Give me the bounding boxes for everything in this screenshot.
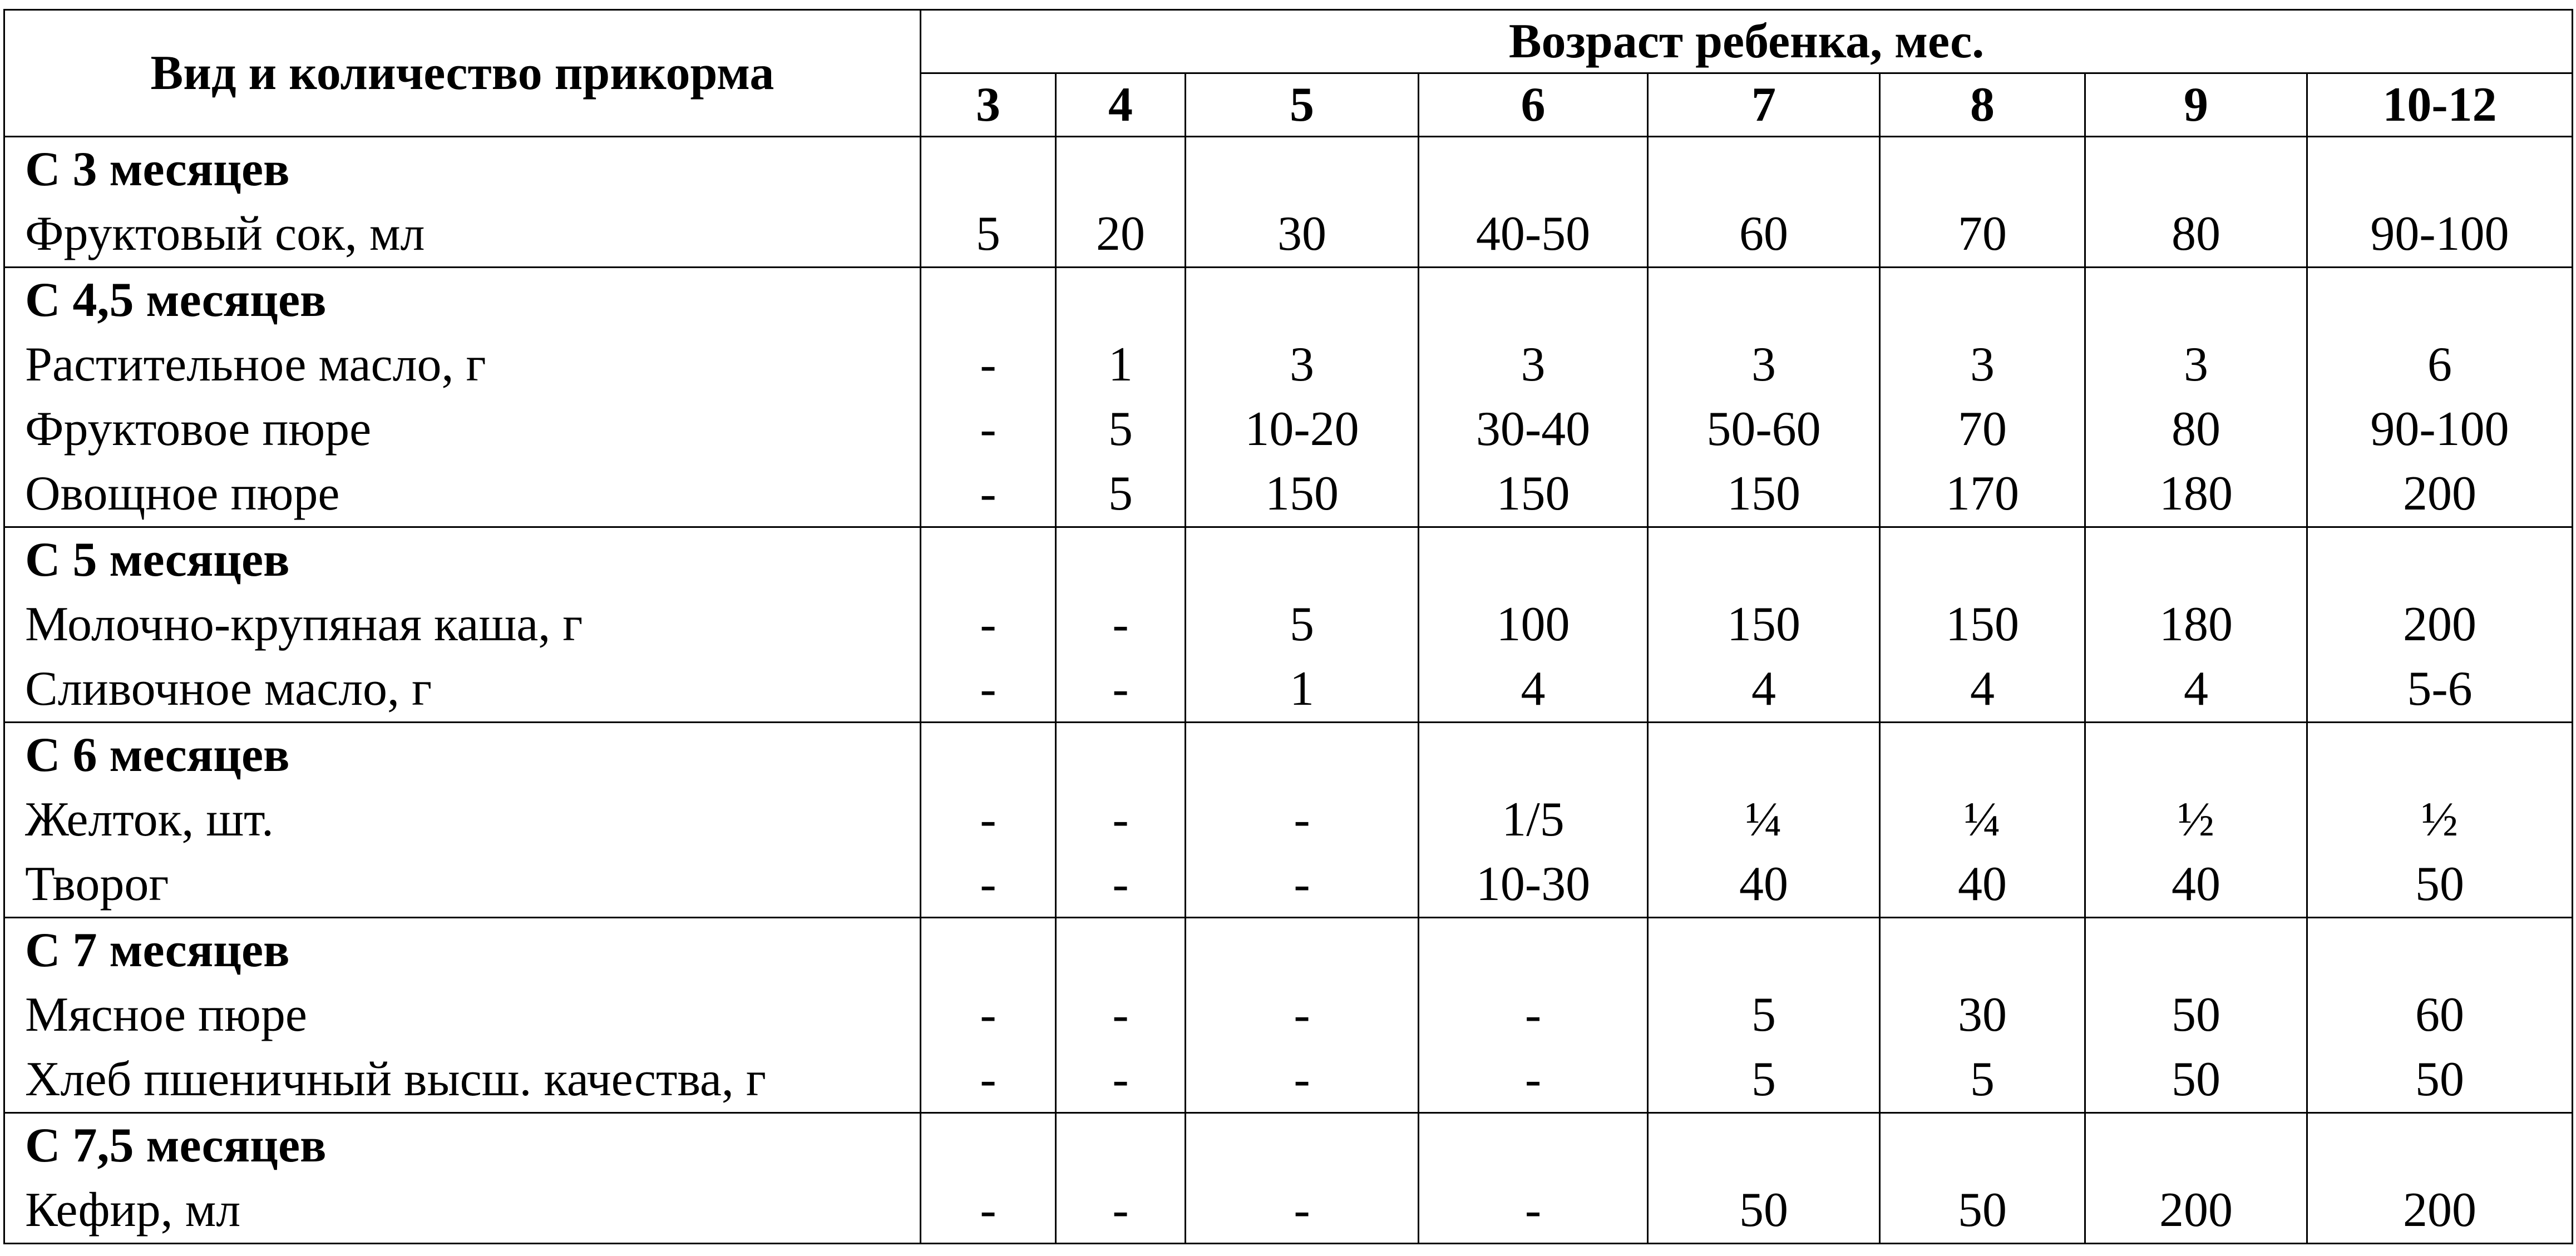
- amount-cell: 5: [1056, 462, 1186, 527]
- empty-cell: [1880, 527, 2085, 593]
- amount-cell: ½: [2307, 788, 2573, 852]
- food-name: Кефир, мл: [4, 1178, 921, 1244]
- amount-cell: 50: [1880, 1178, 2085, 1244]
- amount-cell: 4: [1648, 657, 1880, 723]
- table-row: [4, 1047, 2573, 1113]
- amount-cell: 50-60: [1648, 397, 1880, 462]
- table-row: [4, 983, 2573, 1047]
- age-column-header: 6: [1419, 73, 1648, 137]
- empty-cell: [1186, 723, 1419, 788]
- amount-cell: 5: [1648, 1047, 1880, 1113]
- amount-cell: -: [1186, 1178, 1419, 1244]
- group-header-row: [4, 1113, 2573, 1179]
- group-header-row: [4, 137, 2573, 202]
- amount-cell: 80: [2085, 397, 2307, 462]
- amount-cell: 3: [1648, 333, 1880, 397]
- age-column-header: 5: [1186, 73, 1419, 137]
- empty-cell: [921, 918, 1056, 983]
- empty-cell: [1186, 918, 1419, 983]
- table-row: [4, 852, 2573, 918]
- empty-cell: [2307, 1113, 2573, 1179]
- empty-cell: [1419, 918, 1648, 983]
- food-name: Мясное пюре: [4, 983, 921, 1047]
- food-name: Молочно-крупяная каша, г: [4, 592, 921, 657]
- amount-cell: -: [921, 592, 1056, 657]
- amount-cell: 10-20: [1186, 397, 1419, 462]
- empty-cell: [1648, 137, 1880, 202]
- amount-cell: 4: [1880, 657, 2085, 723]
- group-title: С 6 месяцев: [4, 723, 921, 788]
- group-title: С 7,5 месяцев: [4, 1113, 921, 1179]
- amount-cell: -: [1056, 788, 1186, 852]
- empty-cell: [1648, 268, 1880, 333]
- amount-cell: 5: [1880, 1047, 2085, 1113]
- food-name: Сливочное масло, г: [4, 657, 921, 723]
- age-column-header: 8: [1880, 73, 2085, 137]
- table-row: [4, 202, 2573, 268]
- food-name: Фруктовое пюре: [4, 397, 921, 462]
- amount-cell: 50: [2307, 852, 2573, 918]
- amount-cell: 3: [1880, 333, 2085, 397]
- amount-cell: ¼: [1880, 788, 2085, 852]
- amount-cell: 5: [921, 202, 1056, 268]
- food-name: Хлеб пшеничный высш. качества, г: [4, 1047, 921, 1113]
- amount-cell: 5: [1186, 592, 1419, 657]
- amount-cell: 70: [1880, 202, 2085, 268]
- empty-cell: [1880, 918, 2085, 983]
- age-column-header: 10-12: [2307, 73, 2573, 137]
- empty-cell: [1880, 723, 2085, 788]
- table-row: [4, 1178, 2573, 1244]
- amount-cell: 30: [1186, 202, 1419, 268]
- empty-cell: [2307, 527, 2573, 593]
- amount-cell: 50: [1648, 1178, 1880, 1244]
- amount-cell: 3: [2085, 333, 2307, 397]
- empty-cell: [1419, 1113, 1648, 1179]
- empty-cell: [2307, 137, 2573, 202]
- amount-cell: 40-50: [1419, 202, 1648, 268]
- group-header-row: [4, 723, 2573, 788]
- table-row: [4, 333, 2573, 397]
- amount-cell: -: [1186, 788, 1419, 852]
- amount-cell: 180: [2085, 462, 2307, 527]
- amount-cell: 70: [1880, 397, 2085, 462]
- amount-cell: 1: [1186, 657, 1419, 723]
- feeding-schedule-table: [3, 9, 2573, 1244]
- amount-cell: 5-6: [2307, 657, 2573, 723]
- amount-cell: -: [1056, 983, 1186, 1047]
- amount-cell: 80: [2085, 202, 2307, 268]
- empty-cell: [921, 527, 1056, 593]
- group-header-row: [4, 918, 2573, 983]
- amount-cell: -: [921, 333, 1056, 397]
- amount-cell: 170: [1880, 462, 2085, 527]
- age-column-header: 3: [921, 73, 1056, 137]
- amount-cell: 4: [2085, 657, 2307, 723]
- amount-cell: -: [921, 1047, 1056, 1113]
- empty-cell: [1419, 527, 1648, 593]
- empty-cell: [2307, 723, 2573, 788]
- food-name: Фруктовый сок, мл: [4, 202, 921, 268]
- empty-cell: [1186, 1113, 1419, 1179]
- empty-cell: [2085, 268, 2307, 333]
- amount-cell: 200: [2085, 1178, 2307, 1244]
- empty-cell: [1880, 137, 2085, 202]
- empty-cell: [1880, 1113, 2085, 1179]
- amount-cell: ¼: [1648, 788, 1880, 852]
- amount-cell: -: [921, 983, 1056, 1047]
- table-row: [4, 592, 2573, 657]
- age-column-header: 7: [1648, 73, 1880, 137]
- amount-cell: 6: [2307, 333, 2573, 397]
- empty-cell: [2307, 918, 2573, 983]
- empty-cell: [2085, 137, 2307, 202]
- empty-cell: [921, 1113, 1056, 1179]
- empty-cell: [1648, 723, 1880, 788]
- amount-cell: 50: [2085, 1047, 2307, 1113]
- amount-cell: 200: [2307, 462, 2573, 527]
- empty-cell: [2085, 918, 2307, 983]
- amount-cell: -: [1419, 1047, 1648, 1113]
- amount-cell: -: [1419, 1178, 1648, 1244]
- empty-cell: [1056, 137, 1186, 202]
- amount-cell: 150: [1186, 462, 1419, 527]
- amount-cell: 40: [1880, 852, 2085, 918]
- amount-cell: 200: [2307, 1178, 2573, 1244]
- empty-cell: [1056, 918, 1186, 983]
- empty-cell: [921, 723, 1056, 788]
- amount-cell: 30: [1880, 983, 2085, 1047]
- empty-cell: [1186, 137, 1419, 202]
- amount-cell: 1: [1056, 333, 1186, 397]
- empty-cell: [921, 137, 1056, 202]
- amount-cell: -: [1186, 1047, 1419, 1113]
- amount-cell: -: [1056, 592, 1186, 657]
- empty-cell: [1056, 1113, 1186, 1179]
- amount-cell: 5: [1648, 983, 1880, 1047]
- amount-cell: 150: [1648, 592, 1880, 657]
- amount-cell: -: [1186, 852, 1419, 918]
- food-name: Овощное пюре: [4, 462, 921, 527]
- amount-cell: -: [921, 397, 1056, 462]
- amount-cell: 100: [1419, 592, 1648, 657]
- empty-cell: [1419, 268, 1648, 333]
- table-row: [4, 397, 2573, 462]
- empty-cell: [1419, 137, 1648, 202]
- empty-cell: [1648, 527, 1880, 593]
- empty-cell: [1056, 723, 1186, 788]
- group-header-row: [4, 527, 2573, 593]
- amount-cell: 150: [1648, 462, 1880, 527]
- amount-cell: -: [1056, 852, 1186, 918]
- table-row: [4, 657, 2573, 723]
- age-column-header: 4: [1056, 73, 1186, 137]
- empty-cell: [1880, 268, 2085, 333]
- group-title: С 5 месяцев: [4, 527, 921, 593]
- empty-cell: [2085, 723, 2307, 788]
- empty-cell: [1186, 527, 1419, 593]
- amount-cell: 1/5: [1419, 788, 1648, 852]
- group-title: С 3 месяцев: [4, 137, 921, 202]
- amount-cell: 60: [1648, 202, 1880, 268]
- amount-cell: 3: [1419, 333, 1648, 397]
- empty-cell: [1648, 1113, 1880, 1179]
- amount-cell: -: [921, 788, 1056, 852]
- amount-cell: 90-100: [2307, 202, 2573, 268]
- amount-cell: -: [1419, 983, 1648, 1047]
- group-title: С 4,5 месяцев: [4, 268, 921, 333]
- food-name: Творог: [4, 852, 921, 918]
- amount-cell: 180: [2085, 592, 2307, 657]
- amount-cell: -: [1186, 983, 1419, 1047]
- amount-cell: -: [921, 1178, 1056, 1244]
- amount-cell: 150: [1419, 462, 1648, 527]
- food-name: Растительное масло, г: [4, 333, 921, 397]
- amount-cell: ½: [2085, 788, 2307, 852]
- empty-cell: [2085, 527, 2307, 593]
- table-row: [4, 788, 2573, 852]
- amount-cell: 10-30: [1419, 852, 1648, 918]
- amount-cell: -: [921, 657, 1056, 723]
- empty-cell: [2307, 268, 2573, 333]
- amount-cell: -: [921, 462, 1056, 527]
- food-name: Желток, шт.: [4, 788, 921, 852]
- empty-cell: [921, 268, 1056, 333]
- amount-cell: 20: [1056, 202, 1186, 268]
- group-header-row: [4, 268, 2573, 333]
- amount-cell: 30-40: [1419, 397, 1648, 462]
- amount-cell: 50: [2085, 983, 2307, 1047]
- empty-cell: [1056, 527, 1186, 593]
- amount-cell: 3: [1186, 333, 1419, 397]
- amount-cell: 5: [1056, 397, 1186, 462]
- amount-cell: 4: [1419, 657, 1648, 723]
- amount-cell: 150: [1880, 592, 2085, 657]
- amount-cell: -: [1056, 1047, 1186, 1113]
- table-row: [4, 462, 2573, 527]
- amount-cell: 200: [2307, 592, 2573, 657]
- group-title: С 7 месяцев: [4, 918, 921, 983]
- amount-cell: -: [921, 852, 1056, 918]
- age-header: Возраст ребенка, мес.: [921, 10, 2573, 73]
- empty-cell: [1186, 268, 1419, 333]
- empty-cell: [1056, 268, 1186, 333]
- empty-cell: [2085, 1113, 2307, 1179]
- row-header: Вид и количество прикорма: [4, 10, 921, 137]
- empty-cell: [1419, 723, 1648, 788]
- amount-cell: 40: [1648, 852, 1880, 918]
- amount-cell: 50: [2307, 1047, 2573, 1113]
- amount-cell: -: [1056, 657, 1186, 723]
- amount-cell: 60: [2307, 983, 2573, 1047]
- empty-cell: [1648, 918, 1880, 983]
- amount-cell: 90-100: [2307, 397, 2573, 462]
- age-column-header: 9: [2085, 73, 2307, 137]
- amount-cell: 40: [2085, 852, 2307, 918]
- amount-cell: -: [1056, 1178, 1186, 1244]
